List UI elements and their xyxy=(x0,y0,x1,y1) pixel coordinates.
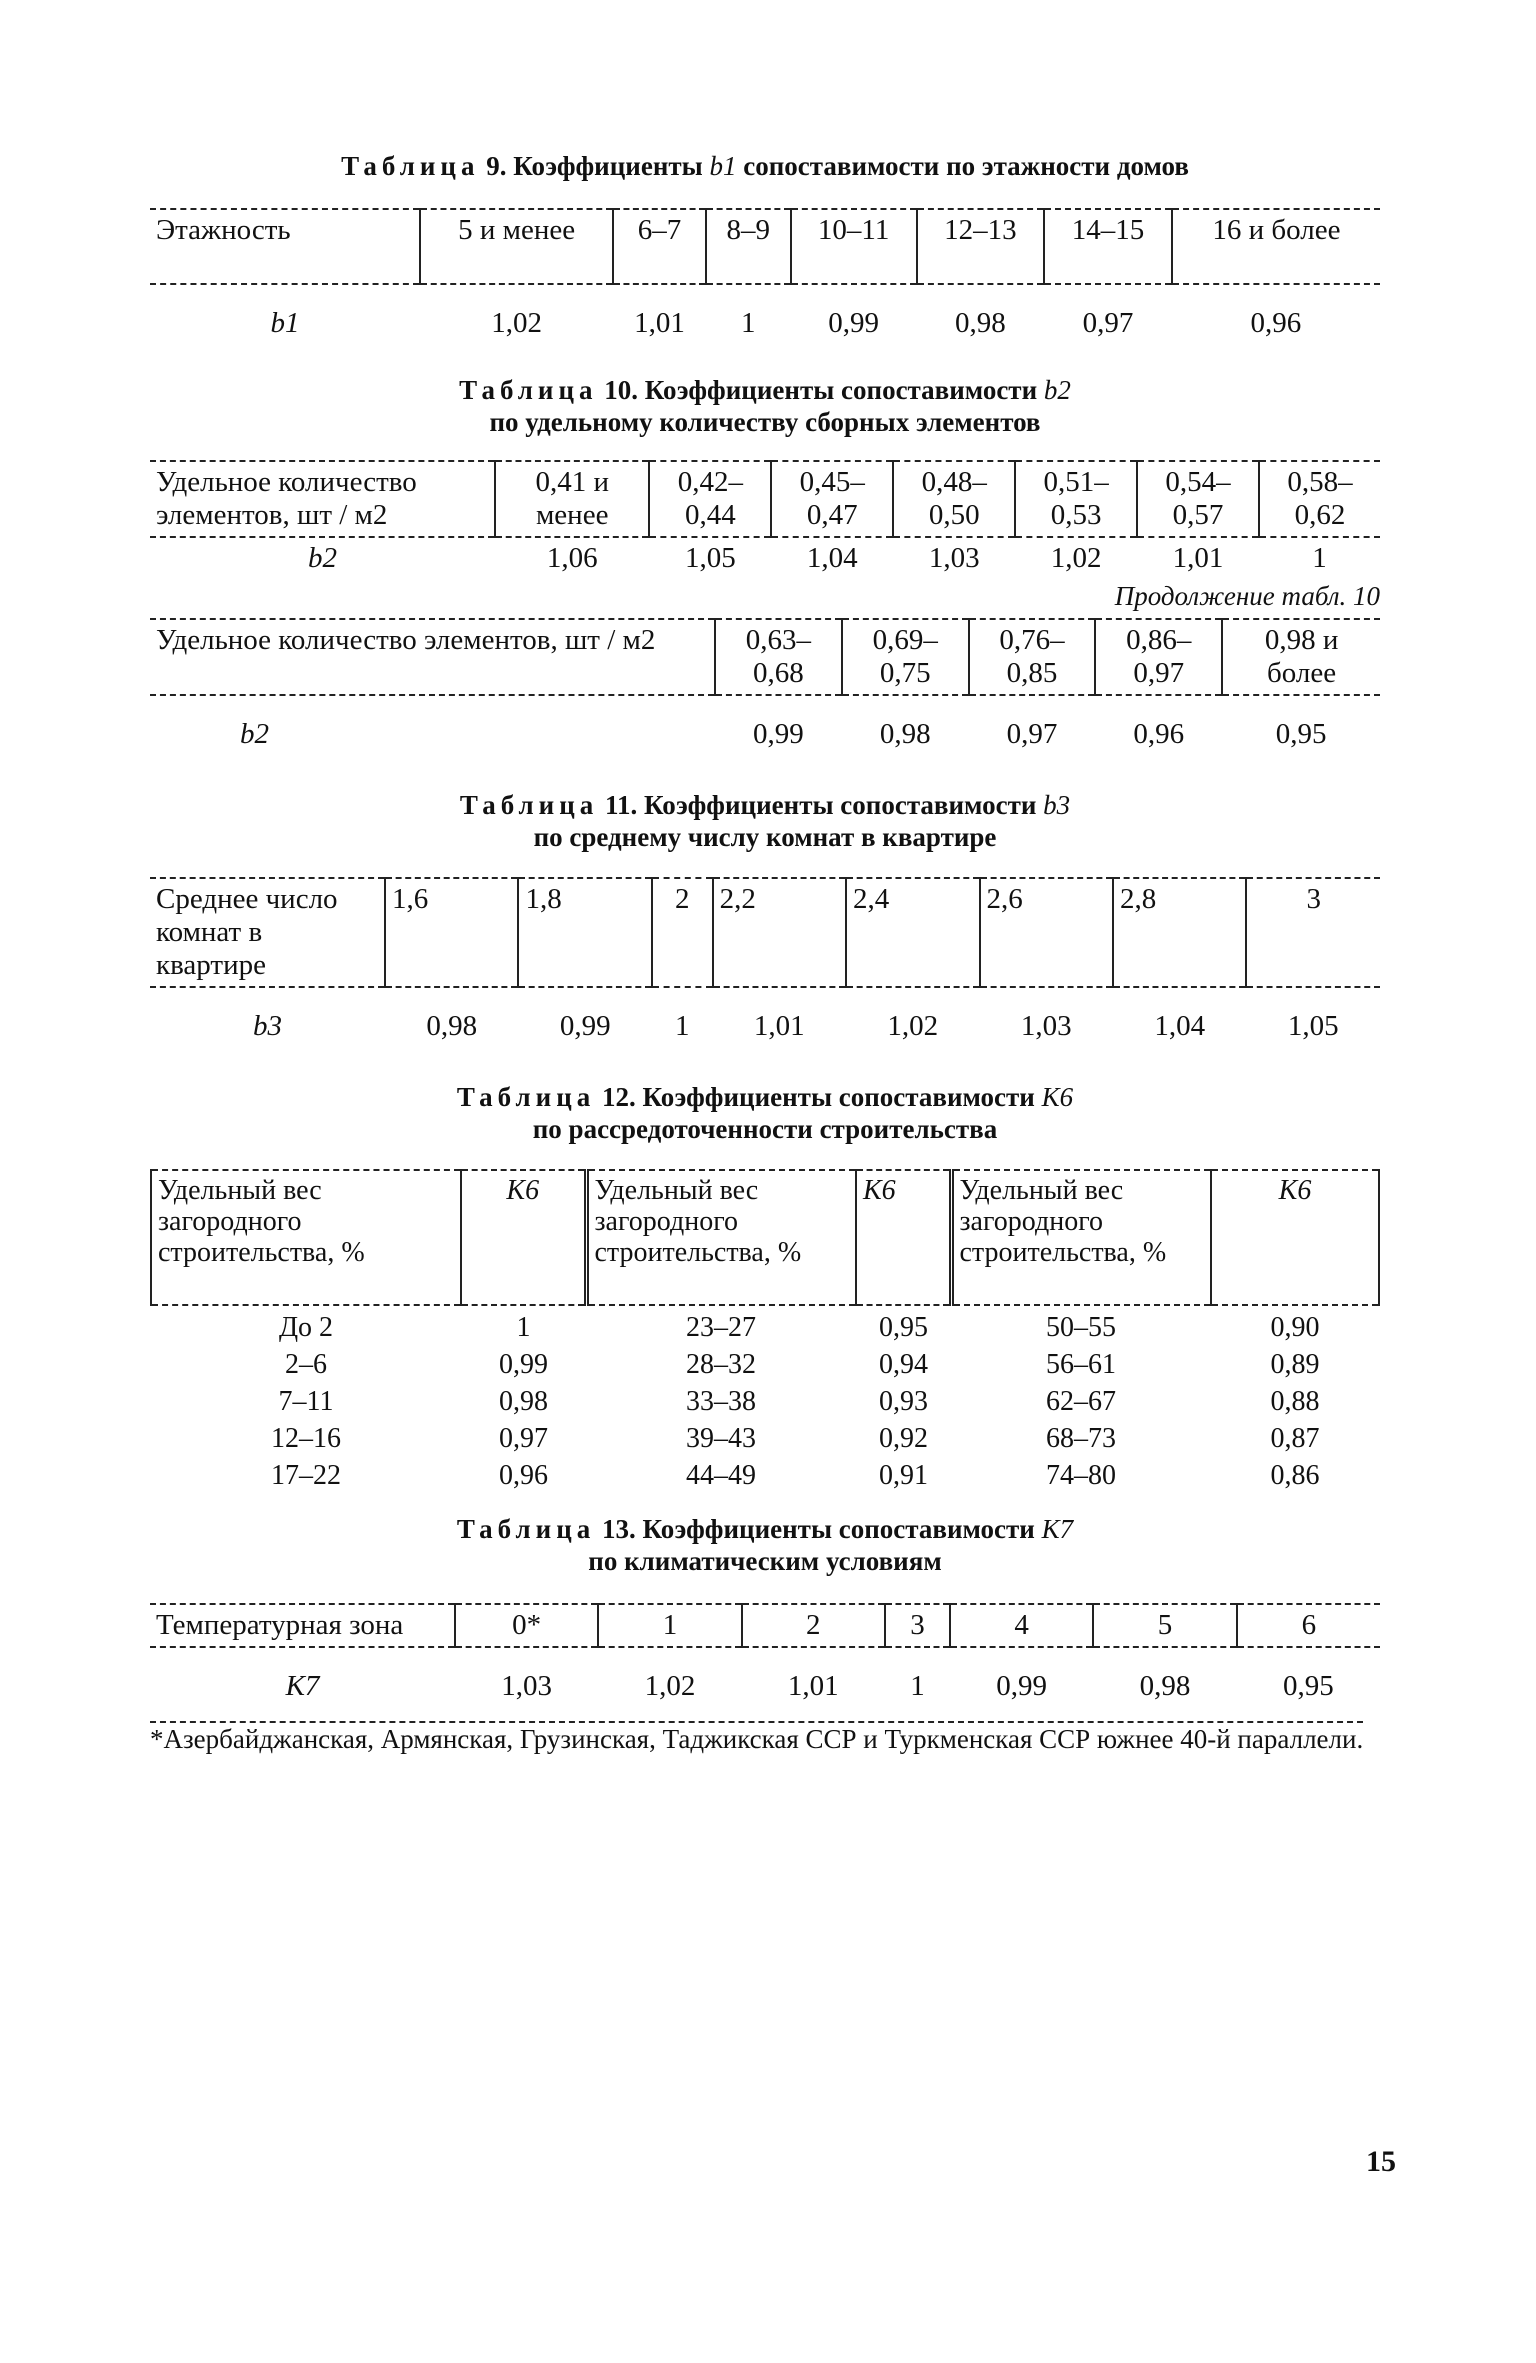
table13 xyxy=(150,1603,1380,1707)
value-cell: 0,96 xyxy=(499,1460,548,1491)
caption-text: 12. Коэффициенты сопоставимости xyxy=(602,1082,1035,1112)
caption-symbol: b1 xyxy=(709,151,737,181)
caption-text: Коэффициенты xyxy=(513,151,703,181)
value-cell: 0,89 xyxy=(1270,1349,1320,1380)
header-k6: K6 xyxy=(1211,1170,1379,1305)
table13-header-row xyxy=(150,1604,1380,1647)
value-cell: 0,95 xyxy=(1282,1670,1334,1702)
value-cell: 0,87 xyxy=(1270,1423,1320,1454)
header-cell: 0,41 и менее xyxy=(495,461,649,537)
caption-symbol: b3 xyxy=(1043,790,1071,820)
header-k6: K6 xyxy=(856,1170,951,1305)
table10-continued xyxy=(150,618,1380,755)
value-cell: 0,98 xyxy=(426,1010,478,1042)
range-cell: 28–32 xyxy=(686,1349,756,1380)
table12 xyxy=(150,1169,1380,1491)
table11 xyxy=(150,877,1380,1047)
range-cell: 23–27 xyxy=(686,1312,756,1343)
value-cell: 0,92 xyxy=(879,1423,928,1454)
row-label: K7 xyxy=(285,1670,320,1702)
header-cell: 2 xyxy=(652,878,713,987)
value-cell: 0,94 xyxy=(879,1349,928,1380)
header-cell: 6–7 xyxy=(613,209,706,284)
row-label: b3 xyxy=(253,1010,282,1042)
header-cell: 0,54–0,57 xyxy=(1137,461,1259,537)
value-cell: 1 xyxy=(910,1670,925,1702)
table12-row xyxy=(151,1417,1379,1454)
header-cell: 0,48–0,50 xyxy=(893,461,1015,537)
header-cell: 1,8 xyxy=(518,878,651,987)
table13-caption xyxy=(150,1513,1380,1577)
value-cell: 0,90 xyxy=(1270,1312,1320,1343)
header-cell: 16 и более xyxy=(1172,209,1380,284)
table12-row xyxy=(151,1380,1379,1417)
header-weight: Удельный вес загородного строительства, % xyxy=(951,1170,1211,1305)
caption-text: 11. Коэффициенты сопоставимости xyxy=(605,790,1037,820)
caption-text-2: по удельному количеству сборных элементов xyxy=(489,407,1041,437)
value-cell: 0,93 xyxy=(879,1386,928,1417)
range-cell: 39–43 xyxy=(686,1423,756,1454)
header-cell: 0,76–0,85 xyxy=(969,619,1096,695)
header-cell: 8–9 xyxy=(706,209,791,284)
header-k6: K6 xyxy=(461,1170,586,1305)
caption-text-2: по рассредоточенности строительства xyxy=(532,1114,998,1144)
value-cell: 1,04 xyxy=(1154,1010,1206,1042)
header-cell: 0,98 и более xyxy=(1222,619,1380,695)
range-cell: 68–73 xyxy=(1046,1423,1116,1454)
value-cell: 0,99 xyxy=(996,1670,1048,1702)
range-cell: 12–16 xyxy=(271,1423,341,1454)
table11-header-row xyxy=(150,878,1380,987)
table9-value-row xyxy=(150,284,1380,344)
value-cell: 0,99 xyxy=(753,718,804,750)
value-cell: 0,99 xyxy=(499,1349,548,1380)
value-cell: 0,98 xyxy=(1139,1670,1191,1702)
caption-symbol: K7 xyxy=(1041,1514,1074,1544)
table10-header-row xyxy=(150,461,1380,537)
table9-caption xyxy=(150,150,1380,182)
row-header: Среднее число комнат в квартире xyxy=(150,878,385,987)
value-cell: 1,06 xyxy=(546,542,598,574)
header-weight: Удельный вес загородного строительства, % xyxy=(151,1170,461,1305)
value-cell: 0,88 xyxy=(1270,1386,1320,1417)
row-label: b2 xyxy=(308,542,337,574)
table10-value-row xyxy=(150,537,1380,579)
caption-prefix: Таблица xyxy=(459,375,598,405)
header-cell: 2 xyxy=(742,1604,885,1647)
header-cell: 2,2 xyxy=(713,878,846,987)
value-cell: 0,98 xyxy=(955,307,1006,339)
table12-row xyxy=(151,1343,1379,1380)
value-cell: 1 xyxy=(516,1312,531,1343)
header-cell: 2,6 xyxy=(980,878,1113,987)
caption-text: 13. Коэффициенты сопоставимости xyxy=(602,1514,1035,1544)
page-number: 15 xyxy=(1366,2145,1396,2178)
value-cell: 1,04 xyxy=(806,542,858,574)
table12-caption xyxy=(150,1081,1380,1145)
header-cell: 0,63–0,68 xyxy=(715,619,842,695)
value-cell: 1 xyxy=(1312,542,1327,574)
caption-prefix: Таблица xyxy=(341,151,480,181)
header-cell: 5 xyxy=(1093,1604,1236,1647)
range-cell: 62–67 xyxy=(1046,1386,1116,1417)
table12-row xyxy=(151,1305,1379,1343)
value-cell: 0,99 xyxy=(828,307,879,339)
range-cell: 2–6 xyxy=(285,1349,327,1380)
value-cell: 0,98 xyxy=(879,718,931,750)
row-header: Температурная зона xyxy=(150,1604,455,1647)
caption-text: 10. Коэффициенты сопоставимости xyxy=(604,375,1038,405)
table12-row xyxy=(151,1454,1379,1491)
range-cell: 56–61 xyxy=(1046,1349,1116,1380)
range-cell: 74–80 xyxy=(1046,1460,1116,1491)
value-cell: 0,99 xyxy=(559,1010,611,1042)
table9 xyxy=(150,208,1380,344)
range-cell: 33–38 xyxy=(686,1386,756,1417)
row-header: Удельное количество элементов, шт / м2 xyxy=(150,619,715,695)
table11-value-row xyxy=(150,987,1380,1047)
header-cell: 0* xyxy=(455,1604,598,1647)
row-header: Удельное количество элементов, шт / м2 xyxy=(150,461,495,537)
value-cell: 0,97 xyxy=(499,1423,548,1454)
value-cell: 1 xyxy=(740,307,756,339)
header-cell: 0,51–0,53 xyxy=(1015,461,1137,537)
value-cell: 1,01 xyxy=(1172,542,1224,574)
header-cell: 2,8 xyxy=(1113,878,1246,987)
header-cell: 3 xyxy=(1246,878,1380,987)
value-cell: 0,97 xyxy=(1082,307,1134,339)
caption-symbol: b2 xyxy=(1043,375,1071,405)
continuation-note: Продолжение табл. 10 xyxy=(1114,581,1380,611)
value-cell: 1,03 xyxy=(928,542,980,574)
value-cell: 0,96 xyxy=(1250,307,1302,339)
header-cell: 3 xyxy=(885,1604,950,1647)
value-cell: 1 xyxy=(675,1010,690,1042)
table10b-value-row xyxy=(150,695,1380,755)
value-cell: 1,03 xyxy=(1020,1010,1072,1042)
header-cell: 6 xyxy=(1237,1604,1380,1647)
header-cell: 10–11 xyxy=(791,209,917,284)
header-weight: Удельный вес загородного строительства, % xyxy=(586,1170,856,1305)
caption-prefix: Таблица xyxy=(456,1082,596,1112)
value-cell: 0,86 xyxy=(1270,1460,1320,1491)
table10 xyxy=(150,460,1380,579)
header-cell: 2,4 xyxy=(846,878,979,987)
value-cell: 0,95 xyxy=(1275,718,1327,750)
header-cell: 0,86–0,97 xyxy=(1095,619,1222,695)
value-cell: 1,02 xyxy=(1050,542,1102,574)
value-cell: 0,96 xyxy=(1133,718,1185,750)
caption-prefix: Таблица xyxy=(456,1514,596,1544)
range-cell: До 2 xyxy=(278,1312,334,1343)
caption-text-2: сопоставимости по этажности домов xyxy=(743,151,1189,181)
caption-number: 9. xyxy=(486,151,507,181)
value-cell: 1,05 xyxy=(684,542,736,574)
range-cell: 50–55 xyxy=(1046,1312,1116,1343)
value-cell: 1,02 xyxy=(644,1670,696,1702)
header-cell: 0,58–0,62 xyxy=(1259,461,1380,537)
value-cell: 0,97 xyxy=(1006,718,1058,750)
table10-caption xyxy=(150,374,1380,438)
header-cell: 4 xyxy=(950,1604,1093,1647)
value-cell: 1,03 xyxy=(501,1670,553,1702)
value-cell: 0,98 xyxy=(499,1386,548,1417)
header-cell: 0,45–0,47 xyxy=(771,461,893,537)
range-cell: 7–11 xyxy=(278,1386,334,1417)
row-label: b2 xyxy=(240,718,269,750)
value-cell: 0,91 xyxy=(879,1460,928,1491)
caption-prefix: Таблица xyxy=(459,790,599,820)
value-cell: 1,02 xyxy=(491,307,542,339)
table10b-header-row xyxy=(150,619,1380,695)
value-cell: 1,01 xyxy=(753,1010,805,1042)
value-cell: 0,95 xyxy=(879,1312,928,1343)
range-cell: 17–22 xyxy=(271,1460,341,1491)
table9-header-row xyxy=(150,209,1380,284)
row-label: b1 xyxy=(270,307,300,339)
caption-symbol: K6 xyxy=(1041,1082,1074,1112)
table12-header-row xyxy=(151,1170,1379,1305)
document-page xyxy=(150,150,1380,1755)
value-cell: 1,05 xyxy=(1287,1010,1339,1042)
range-cell: 44–49 xyxy=(686,1460,756,1491)
header-cell: 1,6 xyxy=(385,878,518,987)
header-cell: 5 и менее xyxy=(420,209,613,284)
value-cell: 1,01 xyxy=(634,307,685,339)
table13-value-row xyxy=(150,1647,1380,1707)
header-cell: 12–13 xyxy=(917,209,1045,284)
caption-text-2: по среднему числу комнат в квартире xyxy=(533,822,997,852)
header-cell: 0,42–0,44 xyxy=(649,461,771,537)
footnote: *Азербайджанская, Армянская, Грузинская, Таджикская ССР и Туркменская ССР южнее 40-й параллели. xyxy=(150,1721,1363,1755)
header-cell: 0,69–0,75 xyxy=(842,619,969,695)
value-cell: 1,01 xyxy=(787,1670,839,1702)
header-cell: 14–15 xyxy=(1044,209,1172,284)
value-cell: 1,02 xyxy=(887,1010,939,1042)
table11-caption xyxy=(150,789,1380,853)
row-header: Этажность xyxy=(150,209,420,284)
header-cell: 1 xyxy=(598,1604,741,1647)
caption-text-2: по климатическим условиям xyxy=(588,1546,942,1576)
